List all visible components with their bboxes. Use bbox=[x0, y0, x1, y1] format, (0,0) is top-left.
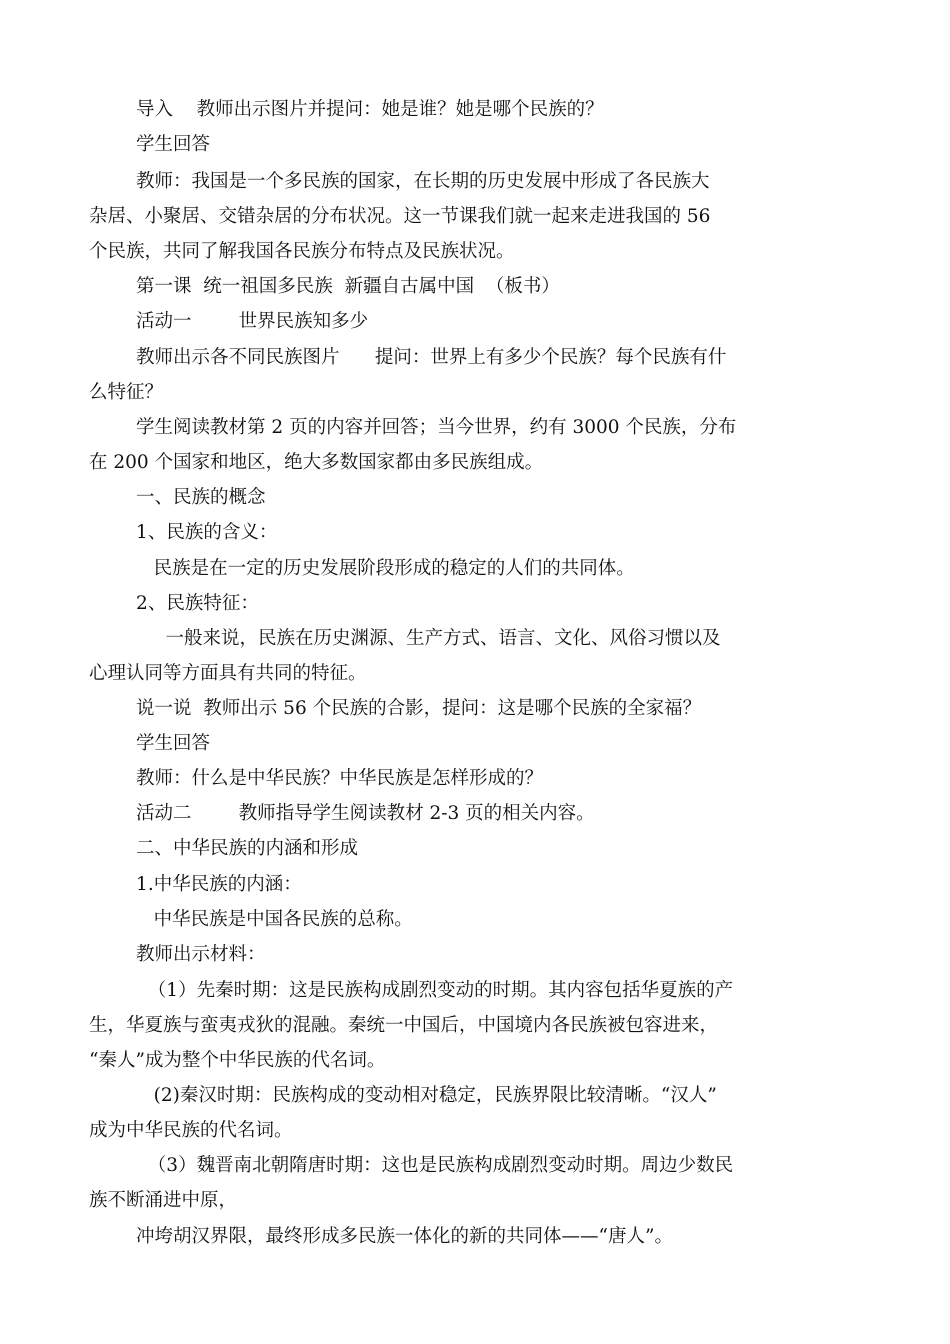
text-line: 心理认同等方面具有共同的特征。 bbox=[89, 663, 367, 684]
text-line: (2)秦汉时期：民族构成的变动相对稳定，民族界限比较清晰。“汉人” bbox=[89, 1085, 717, 1106]
section-heading: 一、民族的概念 bbox=[89, 487, 266, 508]
text-line: 教师：什么是中华民族？中华民族是怎样形成的？ bbox=[89, 768, 544, 789]
text-line: 成为中华民族的代名词。 bbox=[89, 1120, 293, 1141]
text-line: 族不断涌进中原， bbox=[89, 1190, 238, 1211]
text-line: 教师：我国是一个多民族的国家，在长期的历史发展中形成了各民族大 bbox=[89, 171, 710, 192]
text-line: 生，华夏族与蛮夷戎狄的混融。秦统一中国后，中国境内各民族被包容进来， bbox=[89, 1015, 719, 1036]
text-line: 教师出示材料： bbox=[89, 944, 266, 965]
text-line: 活动二 教师指导学生阅读教材 2-3 页的相关内容。 bbox=[89, 803, 595, 824]
subsection-heading: 1、民族的含义： bbox=[89, 522, 278, 543]
text-line: 一般来说，民族在历史渊源、生产方式、语言、文化、风俗习惯以及 bbox=[89, 628, 721, 649]
subsection-heading: 2、民族特征： bbox=[89, 593, 259, 614]
text-line: 导入 教师出示图片并提问：她是谁？她是哪个民族的？ bbox=[89, 99, 604, 120]
text-line: 杂居、小聚居、交错杂居的分布状况。这一节课我们就一起来走进我国的 56 bbox=[89, 206, 711, 227]
text-line: 第一课 统一祖国多民族 新疆自古属中国 （板书） bbox=[89, 276, 560, 297]
section-heading: 二、中华民族的内涵和形成 bbox=[89, 838, 359, 859]
text-line: 冲垮胡汉界限，最终形成多民族一体化的新的共同体——“唐人”。 bbox=[89, 1226, 673, 1247]
text-line: （1）先秦时期：这是民族构成剧烈变动的时期。其内容包括华夏族的产 bbox=[89, 980, 734, 1001]
text-line: （3）魏晋南北朝隋唐时期：这也是民族构成剧烈变动时期。周边少数民 bbox=[89, 1155, 734, 1176]
subsection-heading: 1.中华民族的内涵： bbox=[89, 874, 302, 895]
text-line: 教师出示各不同民族图片 提问：世界上有多少个民族？每个民族有什 bbox=[89, 347, 727, 368]
text-line: 说一说 教师出示 56 个民族的合影，提问：这是哪个民族的全家福？ bbox=[89, 698, 702, 719]
text-line: 个民族，共同了解我国各民族分布特点及民族状况。 bbox=[89, 241, 515, 262]
text-line: 学生回答 bbox=[89, 134, 211, 155]
text-line: 在 200 个国家和地区，绝大多数国家都由多民族组成。 bbox=[89, 452, 544, 473]
text-line: 学生回答 bbox=[89, 733, 211, 754]
text-line: 活动一 世界民族知多少 bbox=[89, 311, 369, 332]
text-line: 中华民族是中国各民族的总称。 bbox=[89, 909, 413, 930]
text-line: 民族是在一定的历史发展阶段形成的稳定的人们的共同体。 bbox=[89, 558, 635, 579]
text-line: 学生阅读教材第 2 页的内容并回答；当今世界，约有 3000 个民族，分布 bbox=[89, 417, 737, 438]
text-line: “秦人”成为整个中华民族的代名词。 bbox=[89, 1050, 386, 1071]
text-line: 么特征？ bbox=[89, 382, 164, 403]
